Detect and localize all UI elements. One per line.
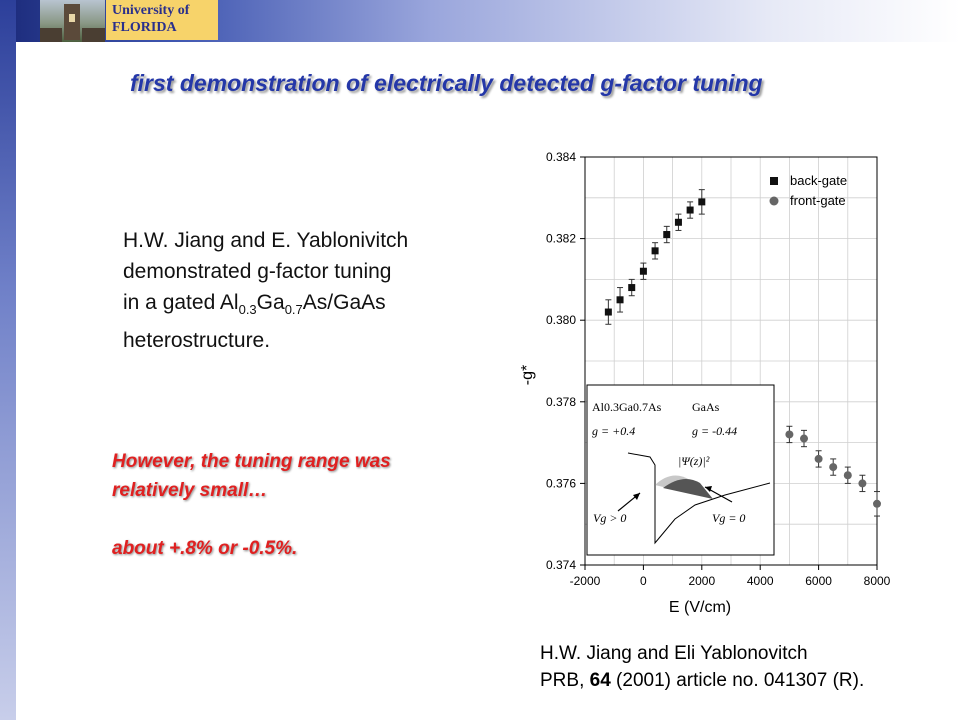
back-gate-point	[687, 207, 694, 214]
front-gate-point	[785, 430, 793, 438]
back-gate-point	[640, 268, 647, 275]
university-logo	[106, 0, 218, 40]
front-gate-point	[873, 500, 881, 508]
highlight-spacer	[112, 505, 391, 534]
body-text	[123, 225, 443, 356]
university-line2: FLORIDA	[112, 20, 177, 35]
clock-tower-icon	[64, 4, 80, 40]
body-line-3	[123, 287, 443, 325]
back-gate-point	[675, 219, 682, 226]
back-gate-point	[663, 231, 670, 238]
y-tick-label: 0.382	[545, 231, 576, 246]
tower-window	[69, 14, 75, 22]
left-accent-bar	[0, 0, 16, 720]
body-line-2: demonstrated g-factor tuning	[123, 260, 392, 283]
y-tick-label: 0.376	[545, 476, 576, 491]
inset-right-g: g = -0.44	[692, 424, 738, 438]
legend-label-back-gate: back-gate	[790, 173, 848, 188]
y-tick-label: 0.378	[545, 394, 576, 409]
inset-left-label: Al0.3Ga0.7As	[592, 400, 662, 414]
legend-marker-back-gate	[770, 177, 778, 185]
body-line-3-prefix: in a gated Al	[123, 291, 239, 314]
highlight-line-2: relatively small…	[112, 480, 268, 501]
y-axis-label: -g*	[519, 364, 536, 386]
inset-vg-right: Vg = 0	[712, 511, 746, 525]
subscript-al: 0.3	[238, 302, 257, 318]
inset-right-label: GaAs	[692, 400, 720, 414]
citation-details: (2001) article no. 041307 (R).	[610, 670, 865, 691]
front-gate-point	[815, 455, 823, 463]
building-wing-right	[82, 28, 105, 42]
body-line-4: heterostructure.	[123, 329, 271, 353]
back-gate-point	[605, 309, 612, 316]
university-name	[112, 2, 189, 36]
back-gate-point	[698, 198, 705, 205]
citation-line-1: H.W. Jiang and Eli Yablonovitch	[540, 643, 808, 664]
inset-vg-left: Vg > 0	[593, 511, 627, 525]
x-tick-label: 0	[640, 574, 647, 588]
x-tick-label: 4000	[746, 574, 774, 588]
inset-psi-label: |Ψ(z)|²	[678, 454, 710, 468]
inset-left-g: g = +0.4	[592, 424, 636, 438]
x-tick-label: -2000	[569, 574, 601, 588]
highlight-text	[112, 447, 391, 563]
front-gate-point	[844, 471, 852, 479]
y-tick-label: 0.384	[545, 150, 576, 164]
inset-diagram	[587, 385, 774, 555]
building-wing-left	[40, 28, 62, 42]
body-line-1: H.W. Jiang and E. Yablonivitch	[123, 229, 409, 252]
x-axis-label: E (V/cm)	[668, 599, 732, 616]
chart-legend	[770, 173, 848, 208]
back-gate-point	[617, 296, 624, 303]
citation	[540, 640, 864, 694]
body-line-3-suffix: As/GaAs	[302, 291, 386, 314]
citation-journal: PRB,	[540, 670, 590, 691]
citation-volume: 64	[589, 670, 611, 691]
legend-label-front-gate: front-gate	[790, 193, 846, 208]
slide-title: first demonstration of electrically detected g-factor tuning	[130, 70, 763, 96]
front-gate-point	[829, 463, 837, 471]
university-line1: University of	[112, 3, 190, 18]
highlight-line-3: about +.8% or -0.5%.	[112, 538, 298, 559]
back-gate-point	[652, 247, 659, 254]
legend-marker-front-gate	[770, 197, 779, 206]
front-gate-point	[800, 435, 808, 443]
highlight-line-1: However, the tuning range was	[112, 451, 391, 472]
y-tick-label: 0.380	[545, 313, 576, 328]
y-tick-label: 0.374	[545, 558, 576, 572]
citation-line-2	[540, 667, 864, 694]
x-tick-label: 2000	[688, 574, 716, 588]
back-gate-point	[628, 284, 635, 291]
x-tick-label: 8000	[863, 574, 891, 588]
front-gate-point	[858, 479, 866, 487]
subscript-ga: 0.7	[284, 302, 303, 318]
body-line-3-ga: Ga	[256, 291, 285, 314]
campus-tower-image	[40, 0, 105, 42]
x-tick-label: 6000	[805, 574, 832, 588]
g-factor-chart	[500, 135, 900, 625]
